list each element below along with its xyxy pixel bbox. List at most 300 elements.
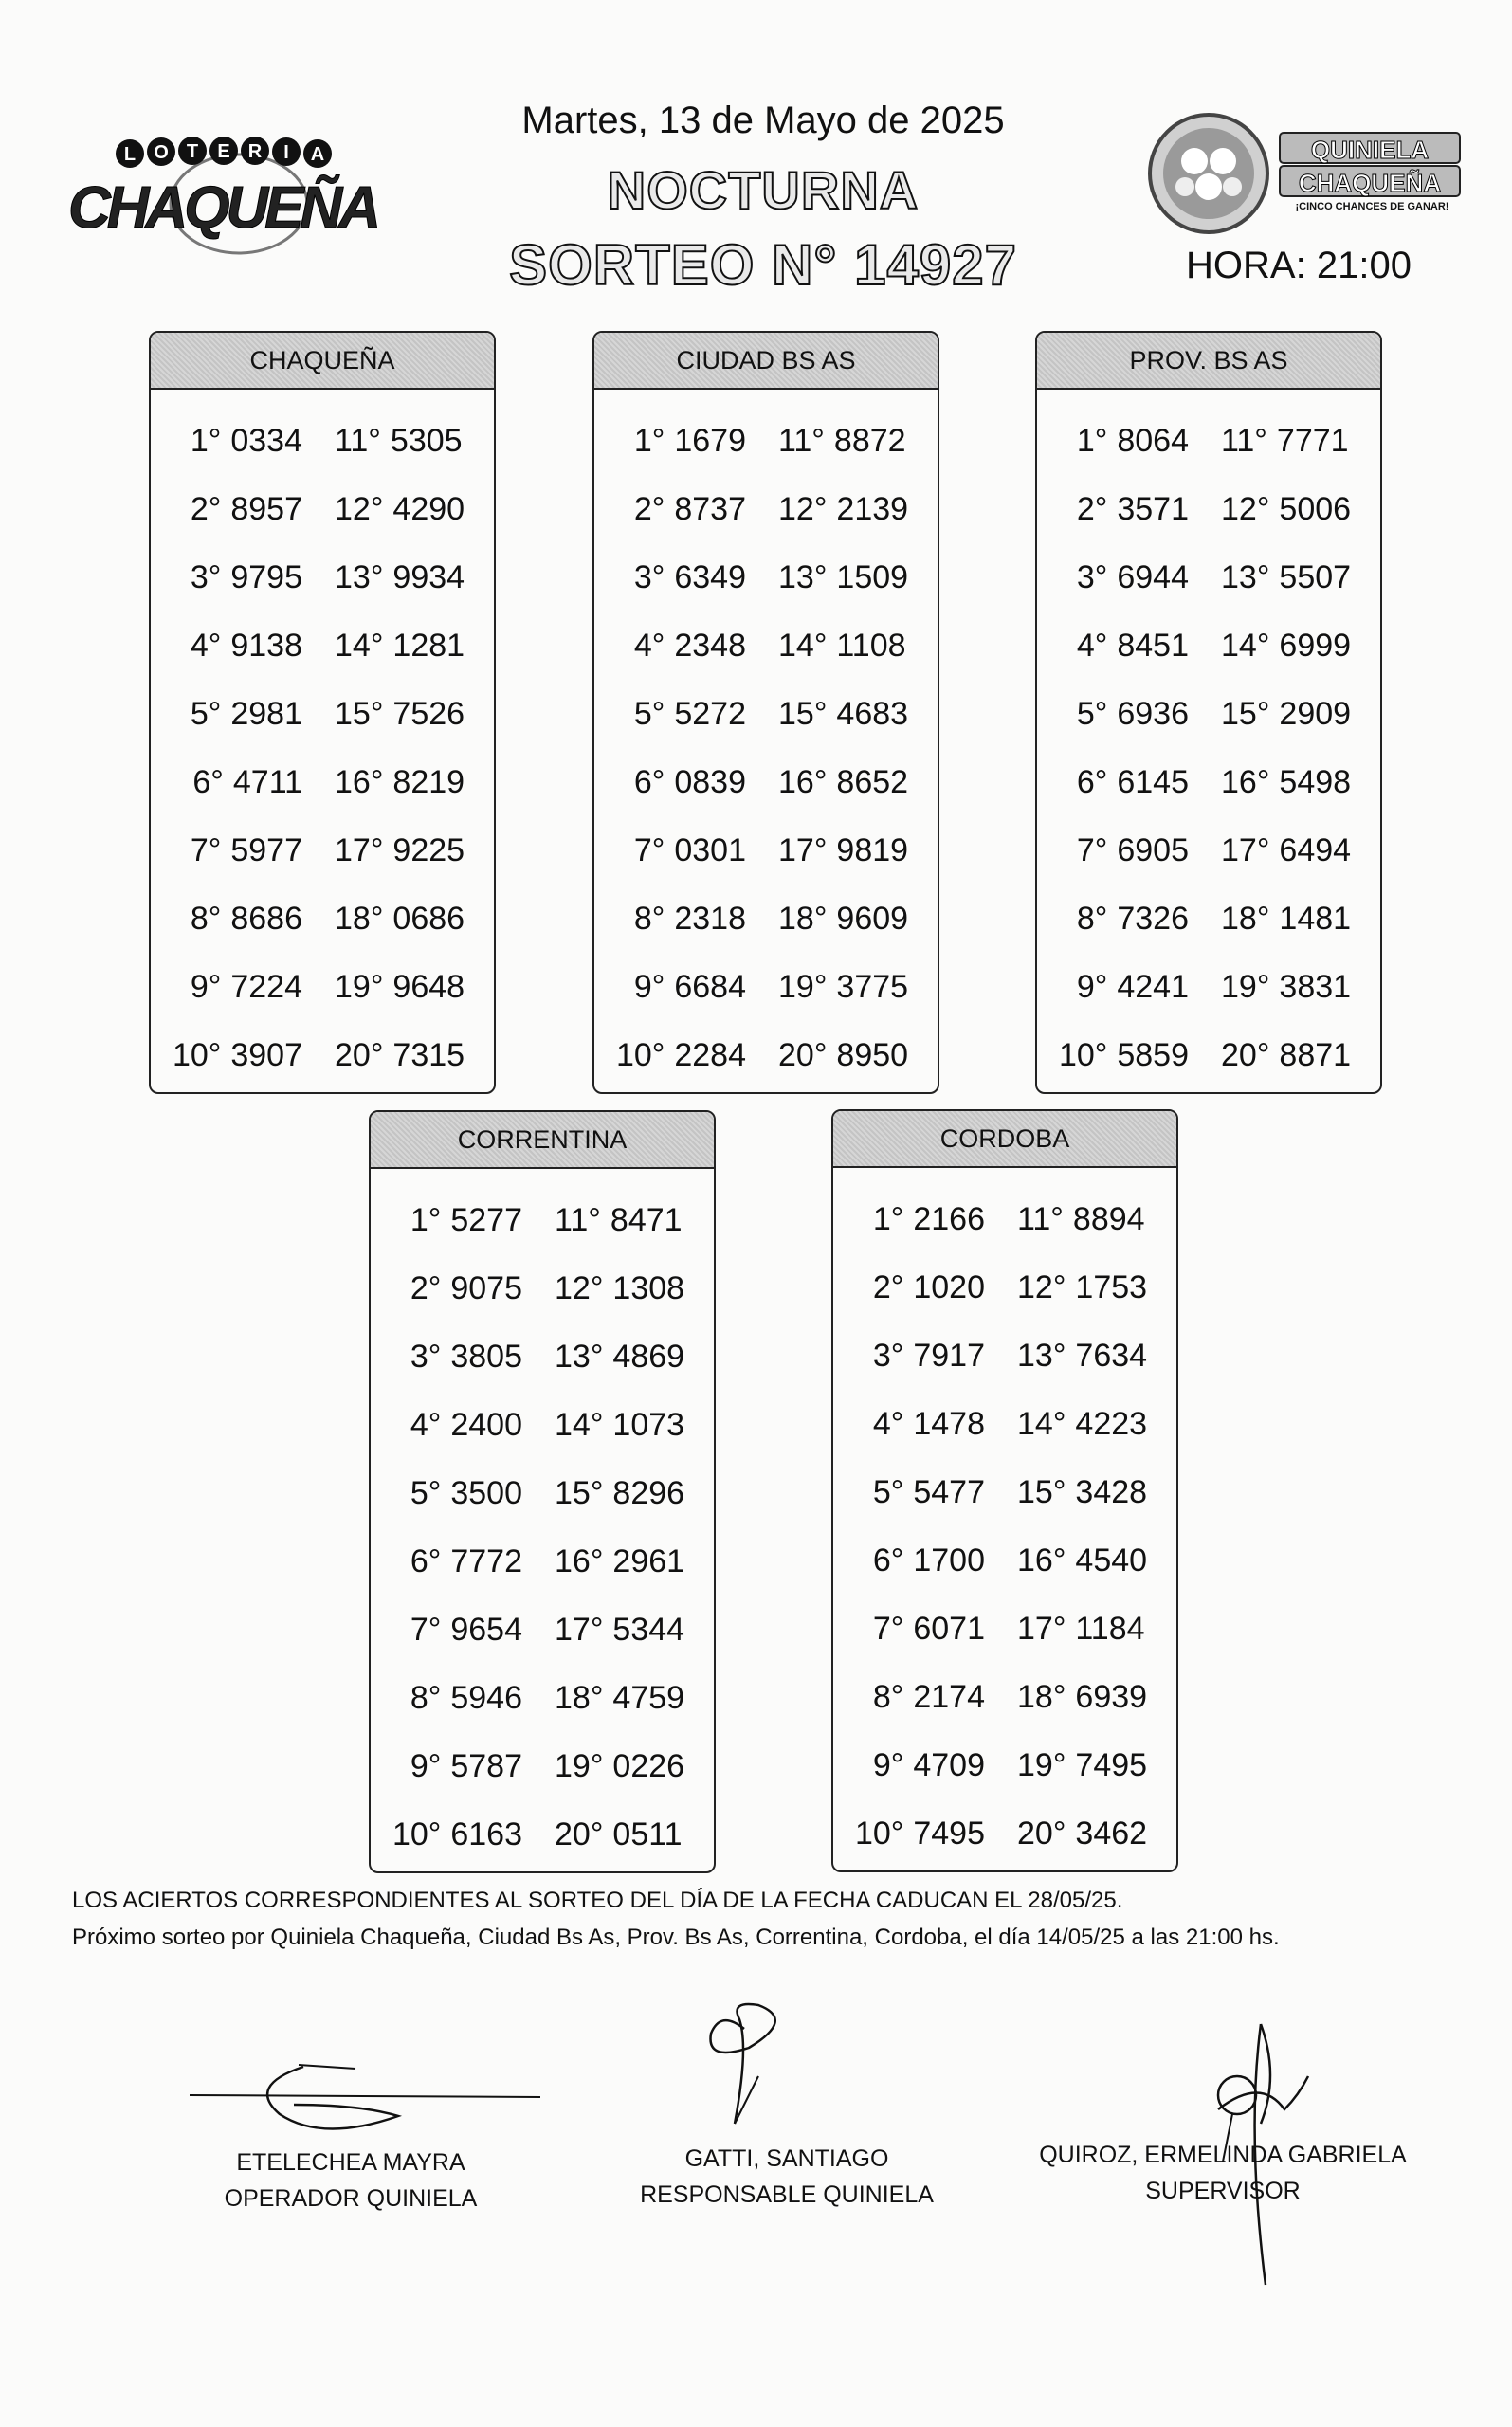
results-box-chaquena: [149, 331, 496, 1094]
result-row: [833, 1458, 1176, 1526]
position-label: 1°: [190, 422, 222, 459]
winning-number: 8686: [230, 900, 302, 937]
result-cell: [151, 901, 302, 938]
result-cell: [555, 1339, 684, 1376]
position-label: 8°: [410, 1679, 442, 1716]
position-label: 7°: [410, 1611, 442, 1648]
result-cell: [594, 1037, 746, 1074]
winning-number: 8737: [674, 490, 746, 527]
result-cell: [151, 764, 302, 801]
result-cell: [555, 1270, 684, 1307]
result-cell: [371, 1680, 522, 1717]
result-row: [1037, 611, 1380, 680]
result-cell: [1221, 423, 1349, 460]
winning-number: 8950: [836, 1036, 909, 1073]
result-row: [833, 1663, 1176, 1731]
box-title: CORDOBA: [833, 1111, 1176, 1168]
winning-number: 6905: [1117, 831, 1189, 868]
result-cell: [1017, 1201, 1145, 1238]
winning-number: 9795: [230, 558, 302, 595]
winning-number: 9609: [836, 900, 909, 937]
result-cell: [1017, 1747, 1147, 1784]
winning-number: 2166: [913, 1200, 985, 1237]
position-label: 17°: [1017, 1610, 1066, 1647]
position-label: 10°: [392, 1816, 442, 1852]
result-cell: [371, 1816, 522, 1853]
position-label: 9°: [190, 968, 222, 1005]
result-cell: [1037, 901, 1189, 938]
results-list: [833, 1168, 1176, 1868]
position-label: 12°: [335, 490, 384, 527]
winning-number: 4241: [1117, 968, 1189, 1005]
winning-number: 0226: [612, 1747, 685, 1784]
result-cell: [1037, 491, 1189, 528]
result-cell: [778, 969, 908, 1006]
result-cell: [555, 1202, 683, 1239]
result-cell: [833, 1338, 985, 1375]
winning-number: 3428: [1075, 1473, 1148, 1510]
position-label: 18°: [1017, 1678, 1066, 1715]
winning-number: 7917: [913, 1337, 985, 1374]
box-title: CIUDAD BS AS: [594, 333, 938, 390]
position-label: 4°: [872, 1405, 904, 1442]
position-label: 16°: [1017, 1542, 1066, 1578]
result-cell: [778, 832, 908, 869]
position-label: 14°: [1221, 627, 1270, 664]
winning-number: 8296: [612, 1474, 685, 1511]
position-label: 15°: [778, 695, 828, 732]
position-label: 5°: [633, 695, 665, 732]
result-cell: [1221, 832, 1351, 869]
result-cell: [594, 491, 746, 528]
winning-number: 5305: [390, 422, 463, 459]
result-row: [594, 680, 938, 748]
result-cell: [778, 764, 908, 801]
winning-number: 6071: [913, 1610, 985, 1647]
winning-number: 0511: [612, 1816, 683, 1852]
result-cell: [151, 696, 302, 733]
svg-text:A: A: [310, 144, 325, 165]
signer-name: ETELECHEA MAYRA: [236, 2149, 465, 2176]
position-label: 6°: [1076, 763, 1108, 800]
result-cell: [778, 491, 908, 528]
result-cell: [555, 1680, 684, 1717]
result-row: [1037, 748, 1380, 816]
position-label: 3°: [872, 1337, 904, 1374]
result-cell: [335, 764, 465, 801]
position-label: 19°: [778, 968, 828, 1005]
winning-number: 9225: [392, 831, 465, 868]
result-row: [1037, 407, 1380, 475]
signer-role: RESPONSABLE QUINIELA: [640, 2181, 934, 2208]
result-cell: [151, 832, 302, 869]
winning-number: 1184: [1075, 1610, 1145, 1647]
result-cell: [778, 1037, 908, 1074]
winning-number: 0839: [674, 763, 746, 800]
winning-number: 1700: [913, 1542, 985, 1578]
results-box-prov-bs-as: [1035, 331, 1382, 1094]
position-label: 10°: [854, 1815, 904, 1852]
next-draw-note: Próximo sorteo por Quiniela Chaqueña, Ciudad Bs As, Prov. Bs As, Correntina, Cordoba, el día 14/05/25 a las 21:00 hs.: [72, 1925, 1280, 1950]
result-row: [371, 1596, 714, 1664]
position-label: 8°: [633, 900, 665, 937]
winning-number: 6939: [1075, 1678, 1148, 1715]
result-cell: [1017, 1679, 1147, 1716]
result-cell: [151, 628, 302, 665]
winning-number: 5859: [1117, 1036, 1189, 1073]
logo-right-line1: QUINIELA: [1310, 136, 1430, 164]
winning-number: 4709: [913, 1746, 985, 1783]
winning-number: 5946: [450, 1679, 522, 1716]
result-cell: [1221, 1037, 1351, 1074]
result-row: [594, 1021, 938, 1089]
box-title: CHAQUEÑA: [151, 333, 494, 390]
position-label: 4°: [633, 627, 665, 664]
results-list: [371, 1169, 714, 1869]
winning-number: 0301: [674, 831, 746, 868]
winning-number: 1281: [392, 627, 465, 664]
result-cell: [594, 423, 746, 460]
position-label: 1°: [633, 422, 665, 459]
winning-number: 8652: [836, 763, 909, 800]
results-box-ciudad-bs-as: [592, 331, 939, 1094]
winning-number: 5498: [1279, 763, 1352, 800]
position-label: 8°: [190, 900, 222, 937]
result-row: [594, 407, 938, 475]
winning-number: 6349: [674, 558, 746, 595]
result-cell: [778, 559, 908, 596]
result-cell: [335, 559, 465, 596]
winning-number: 2348: [674, 627, 746, 664]
result-cell: [371, 1202, 522, 1239]
result-cell: [151, 969, 302, 1006]
position-label: 3°: [633, 558, 665, 595]
position-label: 10°: [172, 1036, 222, 1073]
result-cell: [371, 1339, 522, 1376]
position-label: 4°: [1076, 627, 1108, 664]
position-label: 2°: [1076, 490, 1108, 527]
winning-number: 8872: [833, 422, 906, 459]
winning-number: 1679: [674, 422, 746, 459]
result-cell: [151, 1037, 302, 1074]
winning-number: 7526: [392, 695, 465, 732]
result-cell: [833, 1542, 985, 1579]
position-label: 19°: [555, 1747, 604, 1784]
position-label: 8°: [1076, 900, 1108, 937]
winning-number: 2139: [836, 490, 909, 527]
result-cell: [778, 696, 908, 733]
position-label: 18°: [555, 1679, 604, 1716]
result-row: [594, 885, 938, 953]
position-label: 5°: [410, 1474, 442, 1511]
result-row: [151, 748, 494, 816]
result-row: [833, 1390, 1176, 1458]
svg-text:E: E: [217, 141, 230, 162]
position-label: 9°: [633, 968, 665, 1005]
position-label: 1°: [872, 1200, 904, 1237]
winning-number: 7224: [230, 968, 302, 1005]
result-cell: [778, 423, 906, 460]
result-cell: [1037, 832, 1189, 869]
result-cell: [833, 1406, 985, 1443]
result-row: [151, 543, 494, 611]
result-row: [371, 1527, 714, 1596]
position-label: 20°: [778, 1036, 828, 1073]
result-row: [833, 1253, 1176, 1322]
result-row: [1037, 1021, 1380, 1089]
result-cell: [1221, 901, 1351, 938]
svg-text:L: L: [123, 144, 137, 165]
result-cell: [1221, 491, 1351, 528]
result-cell: [371, 1543, 522, 1580]
signature-block-responsable: [607, 2141, 967, 2213]
result-cell: [1037, 1037, 1189, 1074]
result-cell: [151, 559, 302, 596]
position-label: 15°: [1017, 1473, 1066, 1510]
result-row: [151, 816, 494, 885]
logo-right-tagline: ¡CINCO CHANCES DE GANAR!: [1295, 201, 1449, 212]
result-cell: [371, 1407, 522, 1444]
result-cell: [833, 1679, 985, 1716]
position-label: 7°: [1076, 831, 1108, 868]
position-label: 11°: [1017, 1200, 1064, 1237]
winning-number: 8451: [1117, 627, 1189, 664]
draw-date: Martes, 13 de Mayo de 2025: [521, 100, 1005, 141]
position-label: 13°: [335, 558, 384, 595]
signer-role: OPERADOR QUINIELA: [224, 2185, 478, 2212]
winning-number: 1020: [913, 1268, 985, 1305]
position-label: 4°: [410, 1406, 442, 1443]
result-row: [833, 1595, 1176, 1663]
result-cell: [594, 901, 746, 938]
result-row: [1037, 885, 1380, 953]
winning-number: 3831: [1279, 968, 1352, 1005]
winning-number: 4759: [612, 1679, 685, 1716]
result-row: [594, 953, 938, 1021]
svg-text:T: T: [186, 141, 199, 162]
loteria-chaquena-logo: [59, 133, 391, 265]
winning-number: 9654: [450, 1611, 522, 1648]
result-row: [151, 885, 494, 953]
winning-number: 1308: [612, 1269, 685, 1306]
winning-number: 2174: [913, 1678, 985, 1715]
position-label: 2°: [872, 1268, 904, 1305]
result-row: [594, 543, 938, 611]
winning-number: 5787: [450, 1747, 522, 1784]
result-cell: [555, 1543, 684, 1580]
position-label: 17°: [778, 831, 828, 868]
result-cell: [1037, 559, 1189, 596]
winning-number: 7495: [1075, 1746, 1148, 1783]
winning-number: 5006: [1279, 490, 1352, 527]
winning-number: 1478: [913, 1405, 985, 1442]
position-label: 20°: [555, 1816, 604, 1852]
svg-text:CHAQUEÑA: CHAQUEÑA: [68, 175, 381, 241]
position-label: 16°: [1221, 763, 1270, 800]
result-cell: [594, 628, 746, 665]
winning-number: 5477: [913, 1473, 985, 1510]
result-row: [371, 1323, 714, 1391]
signer-name: GATTI, SANTIAGO: [684, 2145, 889, 2172]
winning-number: 7771: [1276, 422, 1349, 459]
winning-number: 4869: [612, 1338, 685, 1375]
result-row: [151, 953, 494, 1021]
winning-number: 0334: [230, 422, 302, 459]
position-label: 4°: [190, 627, 222, 664]
position-label: 12°: [555, 1269, 604, 1306]
result-row: [151, 475, 494, 543]
winning-number: 9138: [230, 627, 302, 664]
position-label: 17°: [335, 831, 384, 868]
draw-name: NOCTURNA: [607, 160, 920, 220]
position-label: 12°: [1017, 1268, 1066, 1305]
position-label: 17°: [1221, 831, 1270, 868]
result-row: [371, 1186, 714, 1254]
result-cell: [1017, 1474, 1147, 1511]
result-cell: [335, 832, 465, 869]
position-label: 7°: [190, 831, 222, 868]
result-cell: [1017, 1269, 1147, 1306]
result-row: [151, 1021, 494, 1089]
svg-text:O: O: [154, 142, 169, 163]
position-label: 18°: [1221, 900, 1270, 937]
position-label: 5°: [190, 695, 222, 732]
result-cell: [335, 423, 463, 460]
position-label: 3°: [1076, 558, 1108, 595]
winning-number: 6936: [1117, 695, 1189, 732]
winning-number: 5977: [230, 831, 302, 868]
winning-number: 1073: [612, 1406, 685, 1443]
result-row: [371, 1732, 714, 1800]
winning-number: 5277: [450, 1201, 522, 1238]
result-row: [833, 1799, 1176, 1868]
result-row: [833, 1185, 1176, 1253]
result-cell: [1037, 969, 1189, 1006]
position-label: 14°: [335, 627, 384, 664]
winning-number: 3500: [450, 1474, 522, 1511]
results-list: [151, 390, 494, 1089]
result-cell: [1221, 628, 1351, 665]
position-label: 16°: [335, 763, 384, 800]
signature-gatti: [692, 2000, 815, 2133]
result-row: [1037, 816, 1380, 885]
winning-number: 3805: [450, 1338, 522, 1375]
winning-number: 4223: [1075, 1405, 1148, 1442]
winning-number: 6944: [1117, 558, 1189, 595]
result-cell: [555, 1475, 684, 1512]
position-label: 13°: [1221, 558, 1270, 595]
position-label: 11°: [1221, 422, 1267, 459]
position-label: 9°: [410, 1747, 442, 1784]
position-label: 19°: [335, 968, 384, 1005]
result-row: [833, 1731, 1176, 1799]
result-cell: [594, 696, 746, 733]
result-row: [833, 1322, 1176, 1390]
result-cell: [1221, 696, 1351, 733]
winning-number: 4683: [836, 695, 909, 732]
result-row: [833, 1526, 1176, 1595]
winning-number: 7495: [913, 1815, 985, 1852]
winning-number: 8471: [610, 1201, 683, 1238]
position-label: 8°: [872, 1678, 904, 1715]
result-cell: [151, 491, 302, 528]
result-cell: [1037, 423, 1189, 460]
winning-number: 8894: [1072, 1200, 1145, 1237]
result-row: [371, 1391, 714, 1459]
winning-number: 4711: [232, 763, 302, 800]
result-row: [594, 611, 938, 680]
winning-number: 8064: [1117, 422, 1189, 459]
result-cell: [1221, 969, 1351, 1006]
result-cell: [778, 628, 906, 665]
result-cell: [594, 559, 746, 596]
position-label: 12°: [778, 490, 828, 527]
box-title: PROV. BS AS: [1037, 333, 1380, 390]
winning-number: 1481: [1279, 900, 1352, 937]
position-label: 13°: [778, 558, 828, 595]
result-row: [1037, 543, 1380, 611]
winning-number: 6999: [1279, 627, 1352, 664]
winning-number: 6145: [1117, 763, 1189, 800]
results-box-correntina: [369, 1110, 716, 1873]
winning-number: 6163: [450, 1816, 522, 1852]
winning-number: 9075: [450, 1269, 522, 1306]
winning-number: 2961: [612, 1542, 685, 1579]
result-row: [151, 680, 494, 748]
winning-number: 5507: [1279, 558, 1352, 595]
result-cell: [371, 1475, 522, 1512]
result-cell: [778, 901, 908, 938]
winning-number: 9934: [392, 558, 465, 595]
position-label: 14°: [778, 627, 828, 664]
position-label: 5°: [1076, 695, 1108, 732]
winning-number: 3462: [1075, 1815, 1148, 1852]
winning-number: 1753: [1075, 1268, 1148, 1305]
winning-number: 9819: [836, 831, 909, 868]
svg-text:R: R: [247, 141, 263, 162]
result-cell: [555, 1612, 684, 1649]
signature-block-supervisor: [1014, 2137, 1431, 2209]
winning-number: 4290: [392, 490, 465, 527]
result-row: [1037, 680, 1380, 748]
position-label: 2°: [410, 1269, 442, 1306]
result-row: [371, 1254, 714, 1323]
position-label: 6°: [192, 763, 224, 800]
result-cell: [594, 832, 746, 869]
winning-number: 7634: [1075, 1337, 1148, 1374]
results-list: [1037, 390, 1380, 1089]
result-cell: [335, 628, 465, 665]
result-cell: [1037, 628, 1189, 665]
result-row: [594, 816, 938, 885]
position-label: 10°: [615, 1036, 665, 1073]
result-cell: [371, 1748, 522, 1785]
position-label: 9°: [1076, 968, 1108, 1005]
result-cell: [1017, 1338, 1147, 1375]
result-cell: [371, 1270, 522, 1307]
position-label: 20°: [1017, 1815, 1066, 1852]
winning-number: 2400: [450, 1406, 522, 1443]
signature-etelechea: [190, 2048, 550, 2152]
winning-number: 2981: [230, 695, 302, 732]
results-box-cordoba: [831, 1109, 1178, 1872]
result-cell: [335, 491, 465, 528]
position-label: 1°: [1076, 422, 1108, 459]
winning-number: 2318: [674, 900, 746, 937]
result-cell: [555, 1407, 684, 1444]
position-label: 7°: [633, 831, 665, 868]
signer-name: QUIROZ, ERMELINDA GABRIELA: [1039, 2142, 1407, 2168]
